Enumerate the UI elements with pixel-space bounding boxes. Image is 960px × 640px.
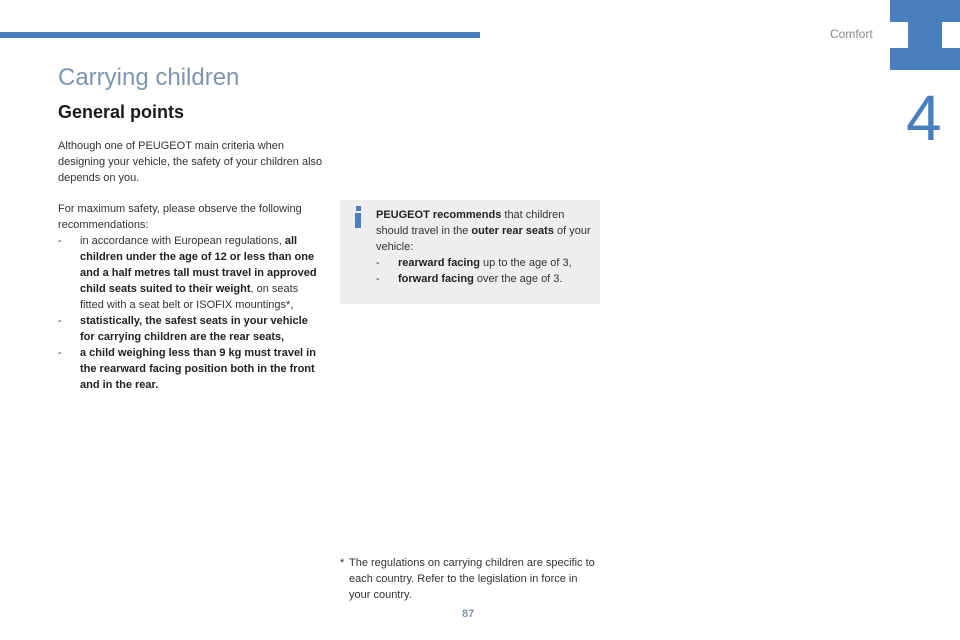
info-callout (340, 200, 600, 304)
item-text: , on seats fitted with a seat belt or ISOFIX mountings*, (80, 283, 299, 311)
callout-emphasis: outer rear seats (471, 225, 554, 237)
item-text: up to the age of 3, (479, 257, 572, 269)
bullet-dash: - (376, 273, 380, 285)
callout-emphasis: PEUGEOT recommends (376, 209, 502, 221)
bullet-dash: - (58, 347, 62, 359)
page-title: Carrying children (58, 64, 240, 91)
recommendations-list (58, 233, 323, 393)
callout-text: that children should travel in the (376, 209, 565, 237)
item-emphasis: a child weighing less than 9 kg must travel in the rearward facing position both in the front and in the rear. (80, 347, 316, 391)
chapter-tab-marker (890, 0, 960, 70)
item-emphasis: statistically, the safest seats in your vehicle for carrying children are the rear seats, (80, 315, 308, 343)
footnote-text: The regulations on carrying children are specific to each country. Refer to the legislation in force in your country. (349, 557, 595, 601)
bullet-dash: - (58, 315, 62, 327)
callout-list (376, 255, 598, 287)
header-accent-bar (0, 32, 480, 38)
footnote-marker: * (340, 557, 345, 569)
info-icon (350, 206, 366, 228)
callout-text: of your vehicle: (376, 225, 591, 253)
item-text: in accordance with European regulations, (80, 235, 285, 247)
list-item (58, 233, 323, 313)
info-callout-text (376, 207, 598, 287)
list-item (58, 345, 323, 393)
list-item (376, 271, 598, 287)
footnote (340, 555, 599, 603)
section-heading: General points (58, 102, 185, 122)
bullet-dash: - (376, 257, 380, 269)
page-number: 87 (462, 608, 475, 620)
item-emphasis: forward facing (398, 273, 474, 285)
item-emphasis: all children under the age of 12 or less than one and a half metres tall must travel in approved child seats suited to their weight (80, 235, 317, 295)
recommendations-lead: For maximum safety, please observe the following recommendations: (58, 203, 302, 231)
bullet-dash: - (58, 235, 62, 247)
chapter-number: 4 (906, 82, 942, 154)
recommendations-block (58, 201, 323, 393)
section-label: Comfort (830, 27, 873, 41)
list-item (376, 255, 598, 271)
intro-paragraph: Although one of PEUGEOT main criteria when designing your vehicle, the safety of your children also depends on you. (58, 140, 323, 184)
list-item (58, 313, 323, 345)
item-text: over the age of 3. (473, 273, 563, 285)
item-emphasis: rearward facing (398, 257, 480, 269)
